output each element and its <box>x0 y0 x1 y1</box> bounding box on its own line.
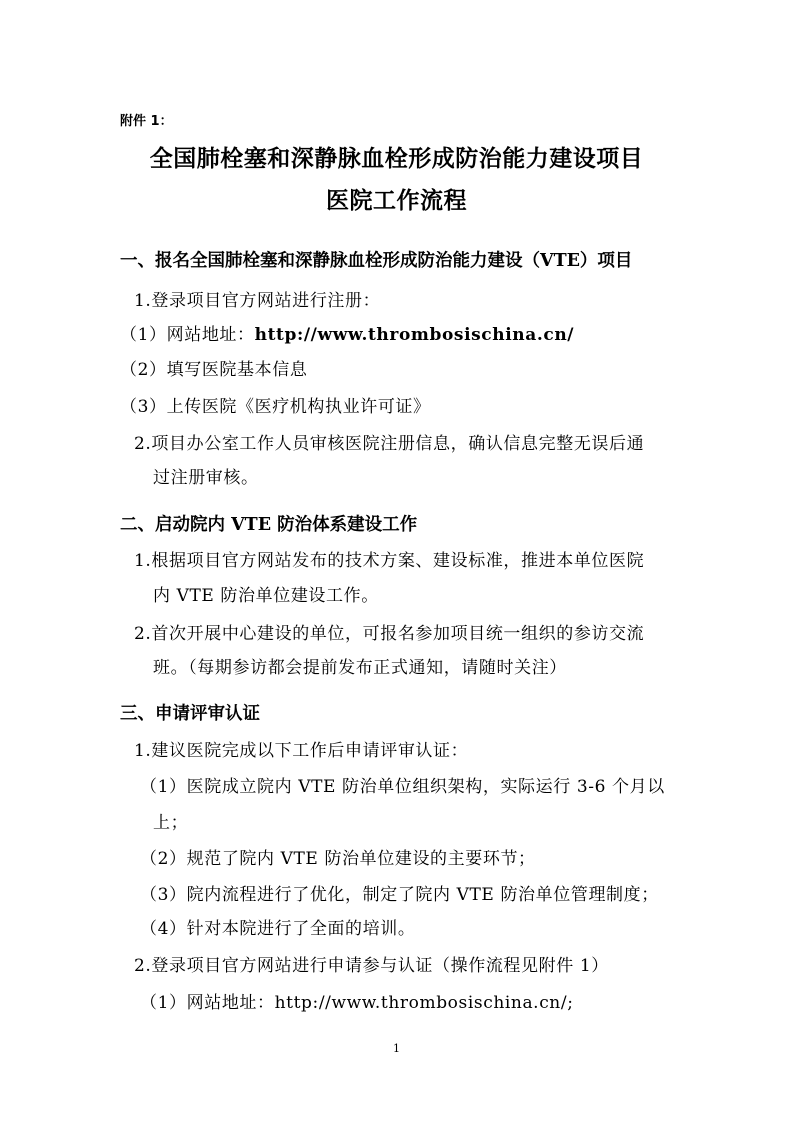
section1-sub3: （3）上传医院《医疗机构执业许可证》 <box>120 397 431 417</box>
section3-sub1-line2: 上； <box>153 813 189 833</box>
section3-item2: 2.登录项目官方网站进行申请参与认证（操作流程见附件 1） <box>134 956 609 976</box>
website-url-link[interactable]: http://www.thrombosischina.cn/ <box>254 325 575 345</box>
section3-sub1-line1: （1）医院成立院内 VTE 防治单位组织架构，实际运行 3-6 个月以 <box>140 777 665 797</box>
section2-item1-line2: 内 VTE 防治单位建设工作。 <box>153 586 379 606</box>
section3-sub4: （4）针对本院进行了全面的培训。 <box>140 919 416 939</box>
section2-heading: 二、启动院内 VTE 防治体系建设工作 <box>120 515 418 535</box>
page-number: 1 <box>393 1042 400 1055</box>
section3-sub3: （3）院内流程进行了优化，制定了院内 VTE 防治单位管理制度； <box>140 885 659 905</box>
section1-item2-line2: 过注册审核。 <box>153 468 259 488</box>
section2-item2-line1: 2.首次开展中心建设的单位，可报名参加项目统一组织的参访交流 <box>134 624 645 644</box>
section2-item2-line2: 班。（每期参访都会提前发布正式通知，请随时关注） <box>153 658 567 678</box>
document-title-line1: 全国肺栓塞和深静脉血栓形成防治能力建设项目 <box>149 146 644 172</box>
section1-sub1-prefix: （1）网站地址： <box>120 325 255 345</box>
section3-item2-sub1: （1）网站地址：http://www.thrombosischina.cn/; <box>140 993 574 1013</box>
section1-sub2: （2）填写医院基本信息 <box>120 360 308 380</box>
attachment-label: 附件 1： <box>120 114 173 129</box>
section1-item2-line1: 2.项目办公室工作人员审核医院注册信息，确认信息完整无误后通 <box>134 434 645 454</box>
document-title-line2: 医院工作流程 <box>326 188 467 214</box>
section1-sub1 <box>120 320 574 345</box>
section3-item1: 1.建议医院完成以下工作后申请评审认证： <box>134 741 469 761</box>
section3-heading: 三、申请评审认证 <box>120 704 260 724</box>
section2-item1-line1: 1.根据项目官方网站发布的技术方案、建设标准，推进本单位医院 <box>134 551 645 571</box>
section1-item1: 1.登录项目官方网站进行注册： <box>134 291 381 311</box>
section1-heading: 一、报名全国肺栓塞和深静脉血栓形成防治能力建设（VTE）项目 <box>120 251 633 271</box>
section3-sub2: （2）规范了院内 VTE 防治单位建设的主要环节； <box>140 849 536 869</box>
